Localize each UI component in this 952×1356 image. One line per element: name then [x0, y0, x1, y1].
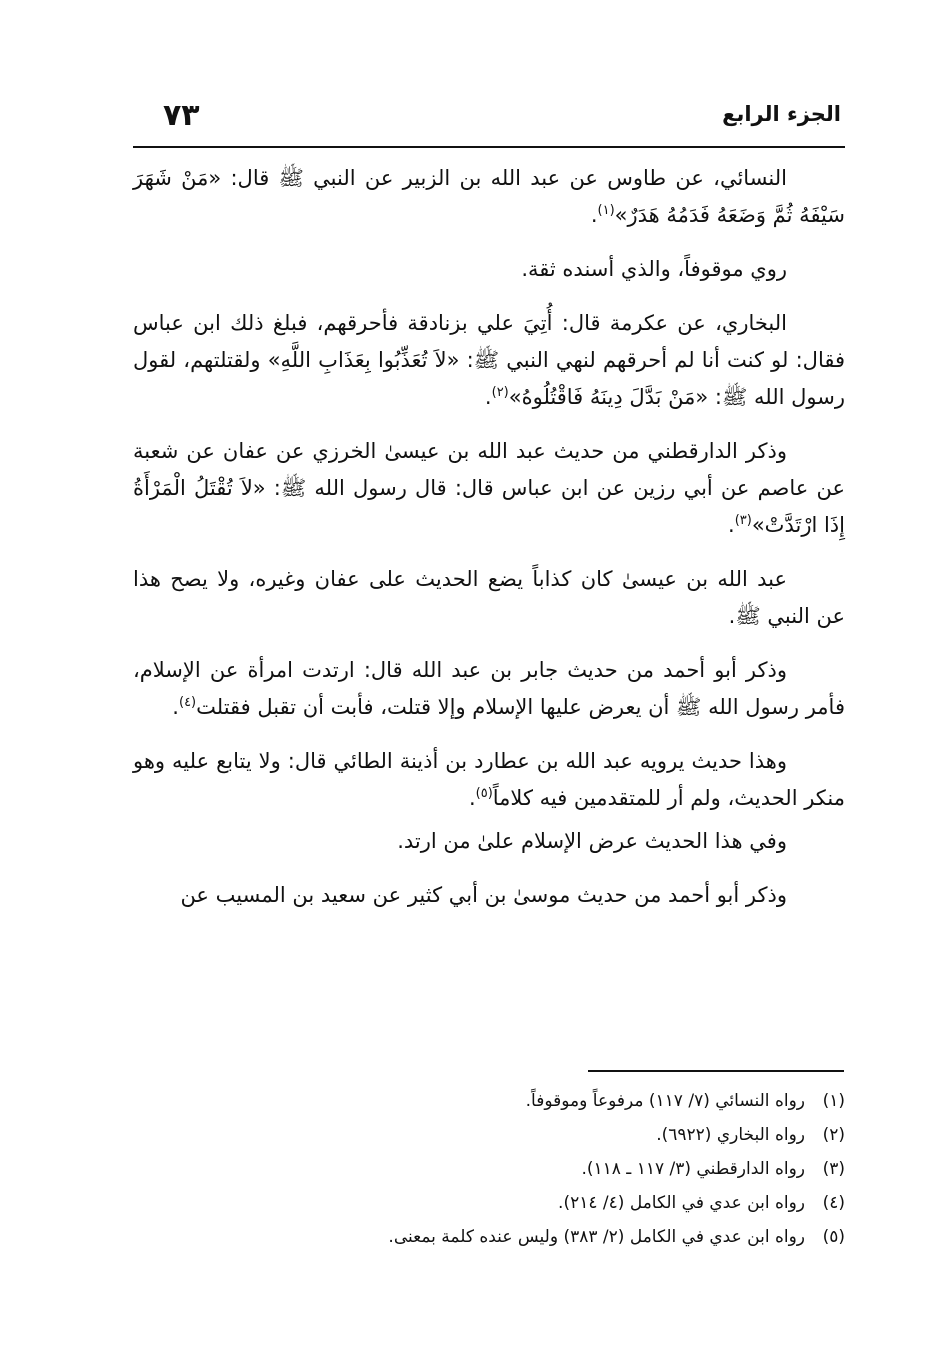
footnote-ref: (١)	[597, 203, 615, 218]
footnote-text: رواه ابن عدي في الكامل (٤/ ٢١٤).	[558, 1193, 805, 1213]
page-header	[133, 96, 845, 148]
footnote-number: (٤)	[822, 1193, 845, 1213]
footnote-number: (٥)	[822, 1227, 845, 1247]
footnote	[133, 1152, 845, 1186]
paragraph-tail: .	[468, 786, 476, 810]
paragraph-text: وهذا حديث يرويه عبد الله بن عطارد بن أذينة الطائي قال: ولا يتابع عليه وهو منكر الحديث، ولم أر للمتقدمين فيه كلاماً	[133, 749, 845, 810]
footnote-ref: (٣)	[734, 513, 752, 528]
footnote-number: (٣)	[822, 1159, 845, 1179]
paragraph	[133, 561, 845, 635]
paragraph-text: وذكر الدارقطني من حديث عبد الله بن عيسىٰ الخرزي عن عفان عن شعبة عن عاصم عن أبي رزين عن ابن عباس قال: قال رسول الله ﷺ: «لاَ تُقْتَلُ الْمَرْأَةُ إِذَا ارْتَدَّتْ»	[133, 439, 845, 537]
footnote	[133, 1220, 845, 1254]
footnote-ref: (٢)	[491, 385, 509, 400]
paragraph-text: روي موقوفاً، والذي أسنده ثقة.	[521, 257, 787, 281]
footnotes	[133, 1084, 845, 1254]
paragraph	[133, 433, 845, 544]
paragraph	[133, 160, 845, 234]
main-text	[133, 160, 845, 931]
footnote	[133, 1118, 845, 1152]
paragraph-text: عبد الله بن عيسىٰ كان كذاباً يضع الحديث على عفان وغيره، ولا يصح هذا عن النبي ﷺ.	[133, 567, 845, 628]
paragraph	[133, 823, 845, 860]
footnote-text: رواه ابن عدي في الكامل (٢/ ٣٨٣) وليس عنده كلمة بمعنى.	[388, 1227, 805, 1247]
paragraph-text: وذكر أبو أحمد من حديث موسىٰ بن أبي كثير عن سعيد بن المسيب عن	[180, 883, 787, 907]
footnote-text: رواه النسائي (٧/ ١١٧) مرفوعاً وموقوفاً.	[525, 1091, 805, 1111]
footnote-ref: (٥)	[475, 786, 493, 801]
footnote-text: رواه الدارقطني (٣/ ١١٧ ـ ١١٨).	[581, 1159, 805, 1179]
running-head: الجزء الرابع	[722, 102, 841, 126]
page-number: ٧٣	[163, 98, 200, 133]
footnote	[133, 1084, 845, 1118]
footnote-number: (١)	[822, 1091, 845, 1111]
paragraph	[133, 251, 845, 288]
paragraph	[133, 743, 845, 817]
paragraph-text: وذكر أبو أحمد من حديث جابر بن عبد الله قال: ارتدت امرأة عن الإسلام، فأمر رسول الله ﷺ أن يعرض عليها الإسلام وإلا قتلت، فأبت أن تقبل فقتلت	[133, 658, 845, 719]
footnote-number: (٢)	[822, 1125, 845, 1145]
paragraph-tail: .	[590, 203, 598, 227]
paragraph-tail: .	[484, 385, 492, 409]
paragraph	[133, 652, 845, 726]
footnote	[133, 1186, 845, 1220]
paragraph-tail: .	[728, 513, 735, 537]
paragraph	[133, 305, 845, 416]
paragraph-text: البخاري، عن عكرمة قال: أُتِيَ علي بزنادقة فأحرقهم، فبلغ ذلك ابن عباس فقال: لو كنت أنا لم أحرقهم لنهي النبي ﷺ: «لاَ تُعَذِّبُوا بِعَذَابِ اللَّهِ» ولقتلتهم، لقول رسول الله ﷺ: «مَنْ بَدَّلَ دِينَهُ فَاقْتُلُوهُ»	[133, 311, 845, 409]
paragraph-text: وفي هذا الحديث عرض الإسلام علىٰ من ارتد.	[397, 829, 787, 853]
footnote-divider	[588, 1070, 844, 1072]
footnote-ref: (٤)	[178, 695, 197, 710]
footnote-text: رواه البخاري (٦٩٢٢).	[656, 1125, 805, 1145]
paragraph-tail: .	[172, 695, 179, 719]
paragraph-text: النسائي، عن طاوس عن عبد الله بن الزبير عن النبي ﷺ قال: «مَنْ شَهَرَ سَيْفَهُ ثُمَّ وَضَعَهُ فَدَمُهُ هَدَرٌ»	[133, 166, 845, 227]
paragraph	[133, 877, 845, 914]
